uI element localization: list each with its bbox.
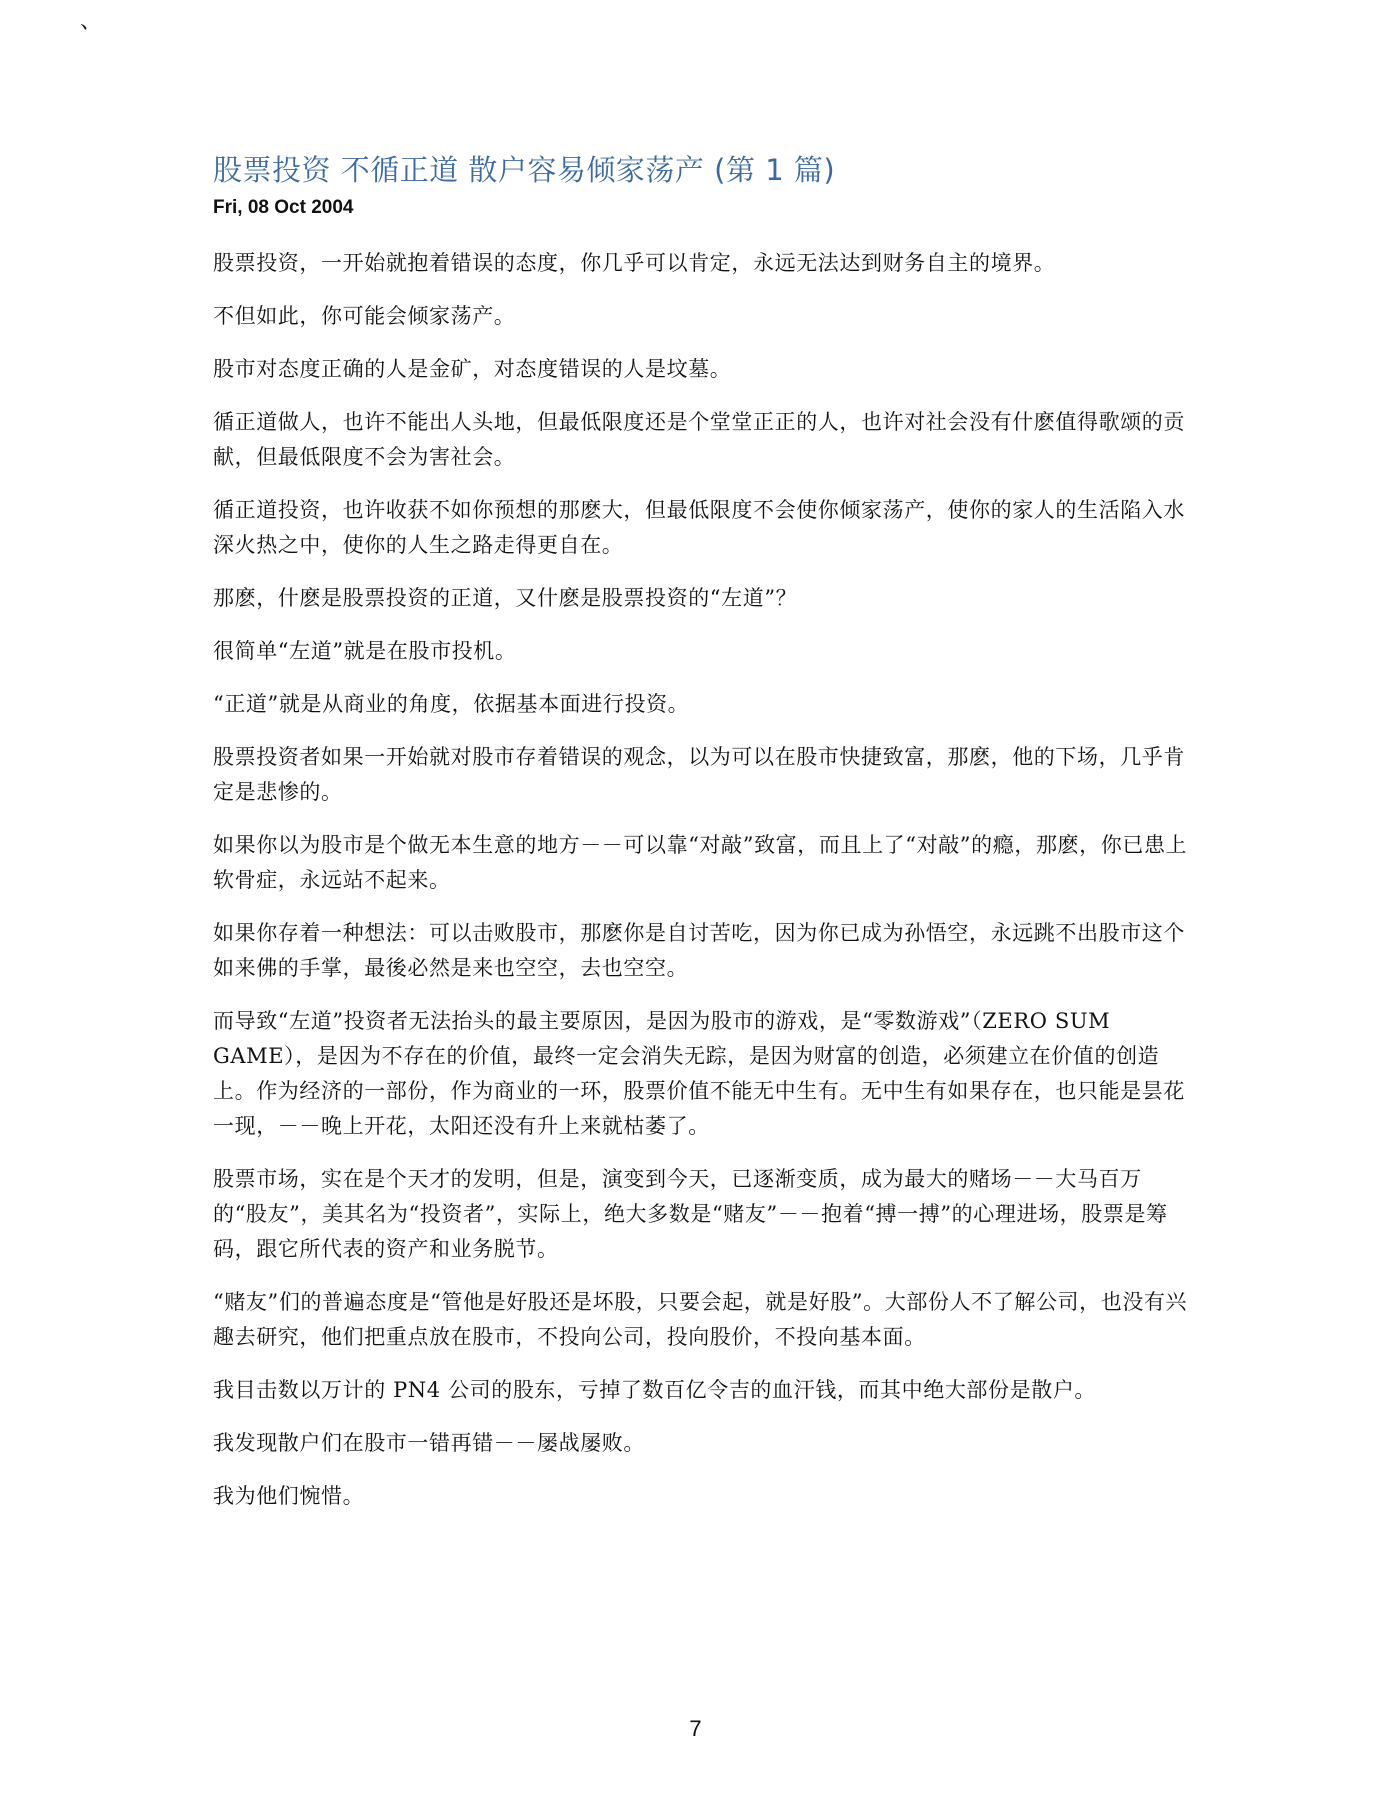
paragraph: 如果你存着一种想法：可以击败股市，那麽你是自讨苦吃，因为你已成为孙悟空，永远跳不出股市这个如来佛的手掌，最後必然是来也空空，去也空空。 [213,921,1185,980]
paragraph: 不但如此，你可能会倾家荡产。 [213,304,516,328]
paragraph: 循正道投资，也许收获不如你预想的那麽大，但最低限度不会使你倾家荡产，使你的家人的生活陷入水深火热之中，使你的人生之路走得更自在。 [213,498,1185,557]
paragraph: 很简单“左道”就是在股市投机。 [213,639,517,663]
paragraph: 股票市场，实在是个天才的发明，但是，演变到今天，已逐渐变质，成为最大的赌场－－大马百万的“股友”，美其名为“投资者”，实际上，绝大多数是“赌友”－－抱着“搏一搏”的心理进场，股票是筹码，跟它所代表的资产和业务脱节。 [213,1167,1168,1261]
paragraph: 而导致“左道”投资者无法抬头的最主要原因，是因为股市的游戏，是“零数游戏”（ZERO SUM GAME），是因为不存在的价值，最终一定会消失无踪，是因为财富的创造，必须建立在价值的创造上。作为经济的一部份，作为商业的一环，股票价值不能无中生有。无中生有如果存在，也只能是昙花一现，－－晚上开花，太阳还没有升上来就枯萎了。 [213,1009,1185,1138]
paragraph: 我为他们惋惜。 [213,1484,365,1508]
paragraph: 那麽，什麽是股票投资的正道，又什麽是股票投资的“左道”？ [213,586,798,610]
paragraph: 股票投资者如果一开始就对股市存着错误的观念，以为可以在股市快捷致富，那麽，他的下场，几乎肯定是悲惨的。 [213,745,1185,804]
article-date: Fri, 08 Oct 2004 [213,197,354,218]
corner-mark: 、 [80,9,103,34]
article-title: 股票投资 不循正道 散户容易倾家荡产 (第 1 篇) [213,153,836,187]
paragraph: 股市对态度正确的人是金矿，对态度错误的人是坟墓。 [213,357,732,381]
paragraph: “赌友”们的普遍态度是“管他是好股还是坏股，只要会起，就是好股”。大部份人不了解公司，也没有兴趣去研究，他们把重点放在股市，不投向公司，投向股价，不投向基本面。 [213,1290,1188,1349]
paragraph: 股票投资，一开始就抱着错误的态度，你几乎可以肯定，永远无法达到财务自主的境界。 [213,251,1056,275]
paragraph: 循正道做人，也许不能出人头地，但最低限度还是个堂堂正正的人，也许对社会没有什麽值得歌颂的贡献，但最低限度不会为害社会。 [213,410,1185,469]
article-body [213,246,1193,1514]
paragraph: 我发现散户们在股市一错再错－－屡战屡败。 [213,1431,645,1455]
paragraph: 如果你以为股市是个做无本生意的地方－－可以靠“对敲”致富，而且上了“对敲”的瘾，那麽，你已患上软骨症，永远站不起来。 [213,833,1188,892]
article [213,148,1193,1532]
paragraph: 我目击数以万计的 PN4 公司的股东，亏掉了数百亿令吉的血汗钱，而其中绝大部份是散户。 [213,1378,1097,1402]
page-number: 7 [689,1716,702,1741]
paragraph: “正道”就是从商业的角度，依据基本面进行投资。 [213,692,690,716]
